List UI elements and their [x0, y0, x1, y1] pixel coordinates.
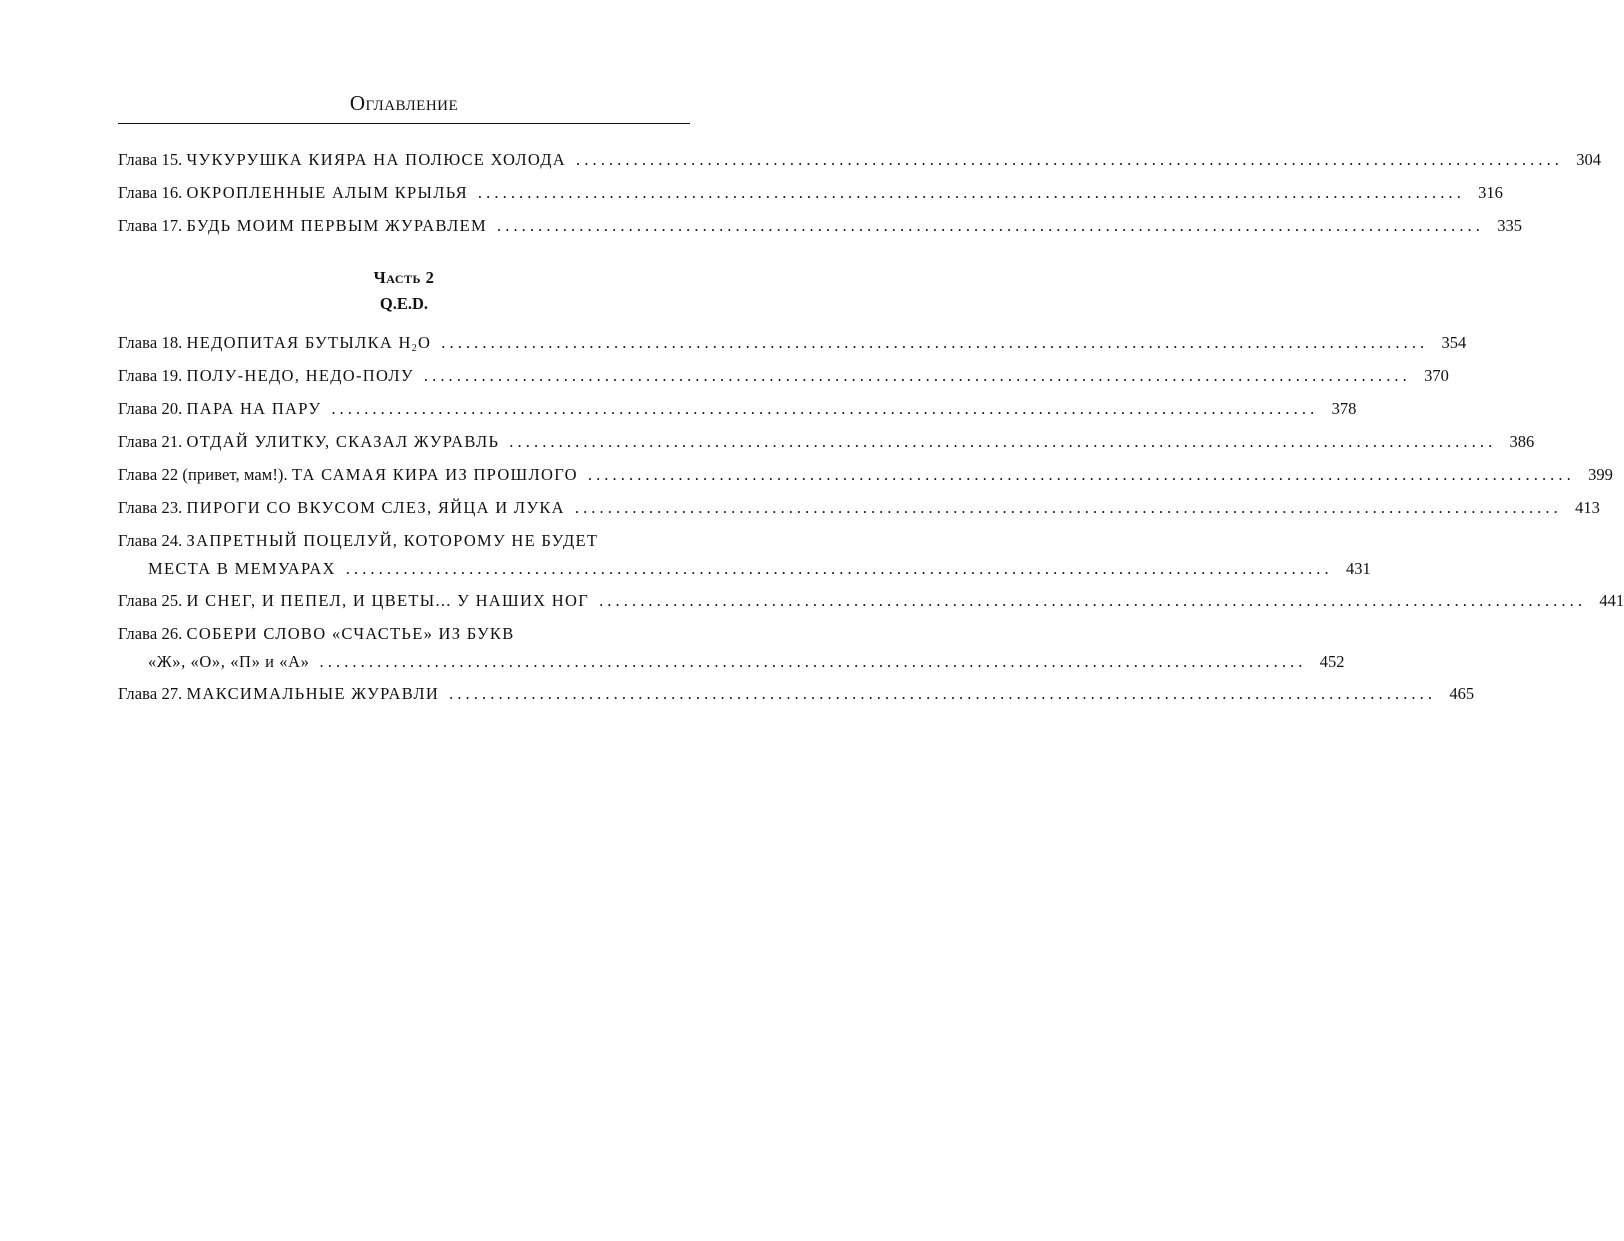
toc-entry-chapter-20[interactable] — [118, 399, 1357, 419]
page-number: 316 — [1478, 183, 1503, 202]
dot-leader: ........................................................................................................................ — [423, 366, 1411, 385]
chapter-label: Глава 16. — [118, 183, 183, 202]
chapter-title: И СНЕГ, И ПЕПЕЛ, И ЦВЕТЫ... У НАШИХ НОГ — [186, 591, 590, 610]
chapter-label: Глава 18. — [118, 333, 183, 352]
page-number: 413 — [1575, 498, 1600, 517]
chapter-label: Глава 22 (привет, мам!). — [118, 465, 288, 484]
page-number: 465 — [1449, 684, 1475, 703]
chapter-title-continued: «Ж», «О», «П» и «А» — [148, 652, 310, 671]
chapter-label: Глава 19. — [118, 366, 183, 385]
chapter-title: БУДЬ МОИМ ПЕРВЫМ ЖУРАВЛЕМ — [186, 216, 487, 235]
toc-entry-chapter-16[interactable] — [118, 183, 1503, 203]
page-number: 335 — [1497, 216, 1522, 235]
page-number: 304 — [1576, 150, 1602, 169]
dot-leader: ........................................................................................................................ — [509, 432, 1497, 451]
toc-entry-chapter-15[interactable] — [118, 150, 1602, 170]
dot-leader: ........................................................................................................................ — [599, 591, 1587, 610]
toc-entry-chapter-27[interactable] — [118, 684, 1475, 704]
page-number: 399 — [1588, 465, 1613, 484]
page-number: 378 — [1331, 399, 1357, 418]
chapter-label: Глава 26. — [118, 624, 183, 643]
page-number: 354 — [1441, 333, 1467, 352]
dot-leader: ........................................................................................................................ — [449, 684, 1437, 703]
chapter-label: Глава 24. — [118, 531, 183, 550]
chapter-title-continued: МЕСТА В МЕМУАРАХ — [148, 559, 336, 578]
page-number: 452 — [1319, 652, 1345, 671]
chapter-label: Глава 25. — [118, 591, 183, 610]
chapter-label: Глава 23. — [118, 498, 183, 517]
dot-leader: ........................................................................................................................ — [441, 333, 1429, 352]
toc-entry-chapter-25[interactable] — [118, 591, 1624, 611]
header-rule — [118, 123, 690, 124]
page-number: 441 — [1599, 591, 1624, 610]
page-number: 431 — [1346, 559, 1371, 578]
page-number: 370 — [1424, 366, 1449, 385]
chapter-title: ЧУКУРУШКА КИЯРА НА ПОЛЮСЕ ХОЛОДА — [186, 150, 567, 169]
chapter-title: ТА САМАЯ КИРА ИЗ ПРОШЛОГО — [291, 465, 578, 484]
toc-entry-chapter-24[interactable] — [118, 531, 1371, 579]
chapter-title: НЕДОПИТАЯ БУТЫЛКА $H_2O$ — [186, 333, 432, 354]
chapter-label: Глава 17. — [118, 216, 183, 235]
toc-entry-chapter-21[interactable] — [118, 432, 1535, 452]
dot-leader: ........................................................................................................................ — [574, 498, 1562, 517]
dot-leader: ........................................................................................................................ — [587, 465, 1575, 484]
page-number: 386 — [1509, 432, 1535, 451]
dot-leader: ........................................................................................................................ — [345, 559, 1333, 578]
chapter-label: Глава 27. — [118, 684, 183, 703]
toc-entry-chapter-26[interactable] — [118, 624, 1345, 672]
chapter-title: ПОЛУ-НЕДО, НЕДО-ПОЛУ — [186, 366, 414, 385]
dot-leader: ........................................................................................................................ — [477, 183, 1465, 202]
chapter-label: Глава 20. — [118, 399, 183, 418]
part-label — [118, 268, 690, 288]
dot-leader: ........................................................................................................................ — [497, 216, 1484, 235]
chapter-title: ПИРОГИ СО ВКУСОМ СЛЕЗ, ЯЙЦА И ЛУКА — [186, 498, 565, 517]
toc-entry-chapter-17[interactable] — [118, 216, 1522, 236]
chapter-title: ОКРОПЛЕННЫЕ АЛЫМ КРЫЛЬЯ — [186, 183, 468, 202]
chapter-title: МАКСИМАЛЬНЫЕ ЖУРАВЛИ — [186, 684, 440, 703]
dot-leader: ........................................................................................................................ — [331, 399, 1319, 418]
chapter-title: СОБЕРИ СЛОВО «СЧАСТЬЕ» ИЗ БУКВ — [186, 624, 515, 643]
dot-leader: ........................................................................................................................ — [576, 150, 1564, 169]
chapter-title: ЗАПРЕТНЫЙ ПОЦЕЛУЙ, КОТОРОМУ НЕ БУДЕТ — [186, 531, 599, 550]
part-number: Часть 2 — [373, 268, 435, 287]
toc-entry-chapter-22[interactable] — [118, 465, 1613, 485]
chapter-title: ОТДАЙ УЛИТКУ, СКАЗАЛ ЖУРАВЛЬ — [186, 432, 500, 451]
part-title: Q.E.D. — [379, 294, 429, 313]
chapter-title: ПАРА НА ПАРУ — [186, 399, 322, 418]
page-title: Оглавление — [349, 91, 459, 115]
chapter-label: Глава 15. — [118, 150, 183, 169]
dot-leader: ........................................................................................................................ — [319, 652, 1307, 671]
chapter-label: Глава 21. — [118, 432, 183, 451]
toc-entry-chapter-18[interactable] — [118, 333, 1467, 354]
toc-entry-chapter-19[interactable] — [118, 366, 1449, 386]
toc-entry-chapter-23[interactable] — [118, 498, 1600, 518]
